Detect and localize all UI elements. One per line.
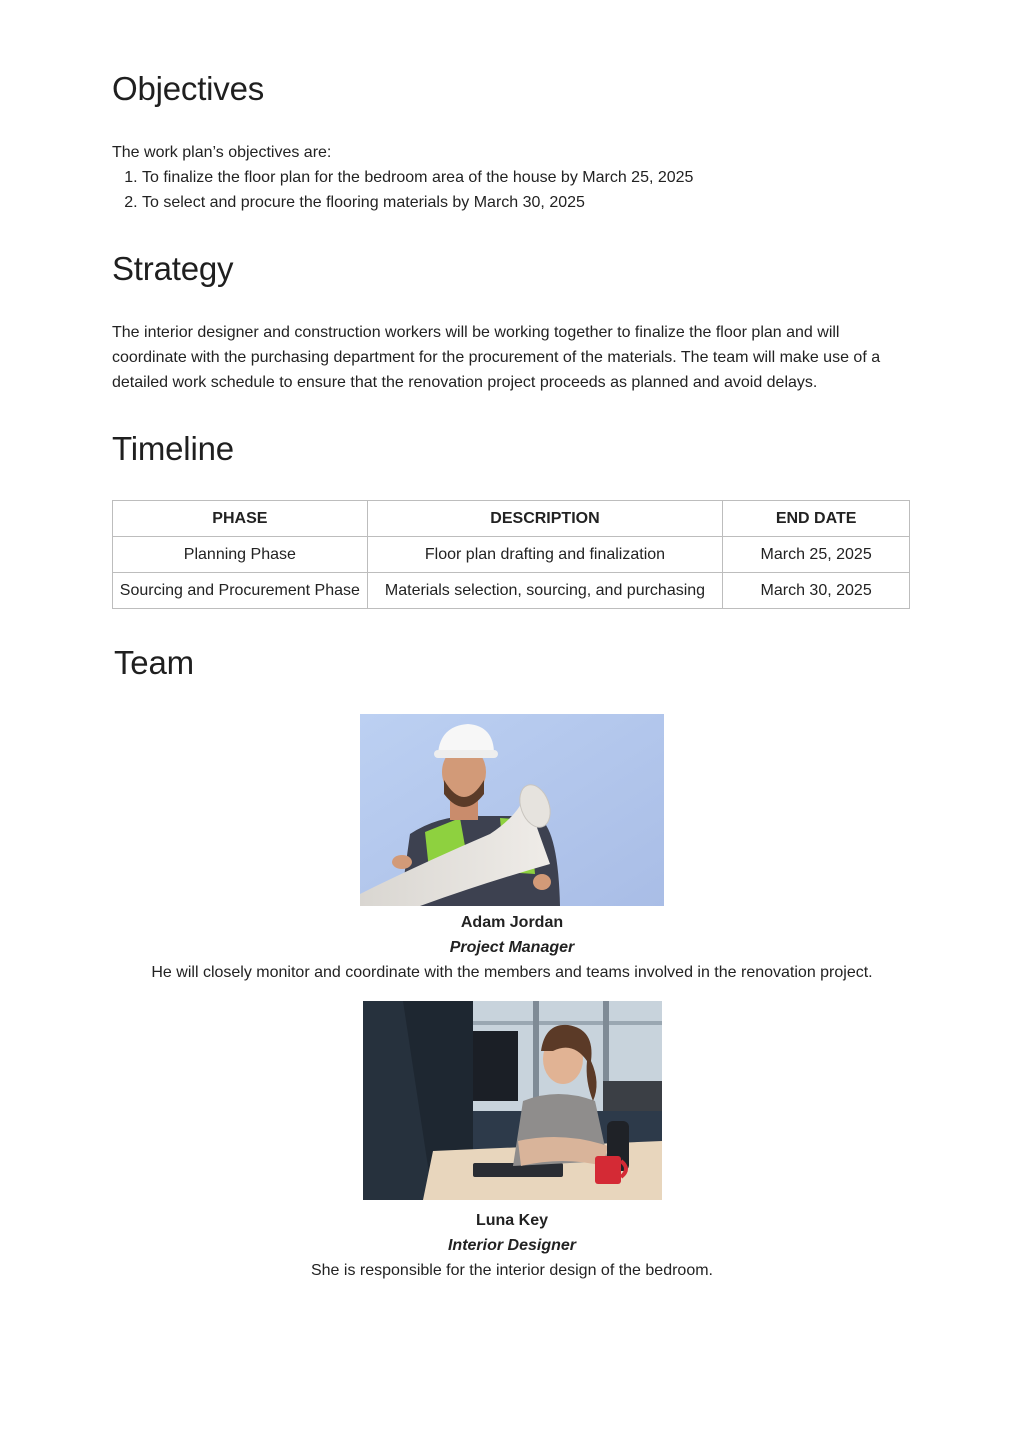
timeline-heading: Timeline [112, 430, 234, 467]
objectives-heading: Objectives [112, 70, 265, 107]
column-header-end-date: END DATE [723, 501, 910, 537]
member-description: He will closely monitor and coordinate with the members and teams involved in the renovation project. [151, 964, 873, 981]
table-cell-end-date: March 25, 2025 [723, 537, 910, 573]
objectives-intro: The work plan’s objectives are: [112, 144, 332, 161]
member-description: She is responsible for the interior design of the bedroom. [310, 1262, 713, 1279]
photo-construction-worker [360, 714, 664, 906]
objective-item: 1. To finalize the floor plan for the bedroom area of the house by March 25, 2025 [142, 165, 693, 190]
table-cell-end-date: March 30, 2025 [723, 573, 910, 609]
member-name: Adam Jordan [460, 914, 564, 931]
table-row [113, 573, 910, 609]
objective-item: 2. To select and procure the flooring materials by March 30, 2025 [142, 190, 693, 215]
column-header-phase: PHASE [113, 501, 368, 537]
table-cell-phase: Sourcing and Procurement Phase [113, 573, 368, 609]
table-cell-description: Materials selection, sourcing, and purchasing [367, 573, 723, 609]
timeline-table [112, 500, 910, 609]
team-heading: Team [114, 644, 194, 681]
team-member-card [0, 714, 1024, 985]
table-header-row [113, 501, 910, 537]
photo-interior-designer [363, 1001, 662, 1200]
member-role: Project Manager [449, 939, 575, 956]
strategy-body: The interior designer and construction workers will be working together to finalize the floor plan and will coordinate with the purchasing department for the procurement of the materials. The team will make use of a detailed work schedule to ensure that the renovation project proceeds as planned and avoid delays. [112, 324, 881, 391]
table-cell-description: Floor plan drafting and finalization [367, 537, 723, 573]
team-member-card [0, 1001, 1024, 1283]
member-name: Luna Key [475, 1212, 548, 1229]
table-row [113, 537, 910, 573]
column-header-description: DESCRIPTION [367, 501, 723, 537]
strategy-heading: Strategy [112, 250, 234, 287]
member-role: Interior Designer [447, 1237, 577, 1254]
objectives-list [112, 165, 693, 215]
table-cell-phase: Planning Phase [113, 537, 368, 573]
